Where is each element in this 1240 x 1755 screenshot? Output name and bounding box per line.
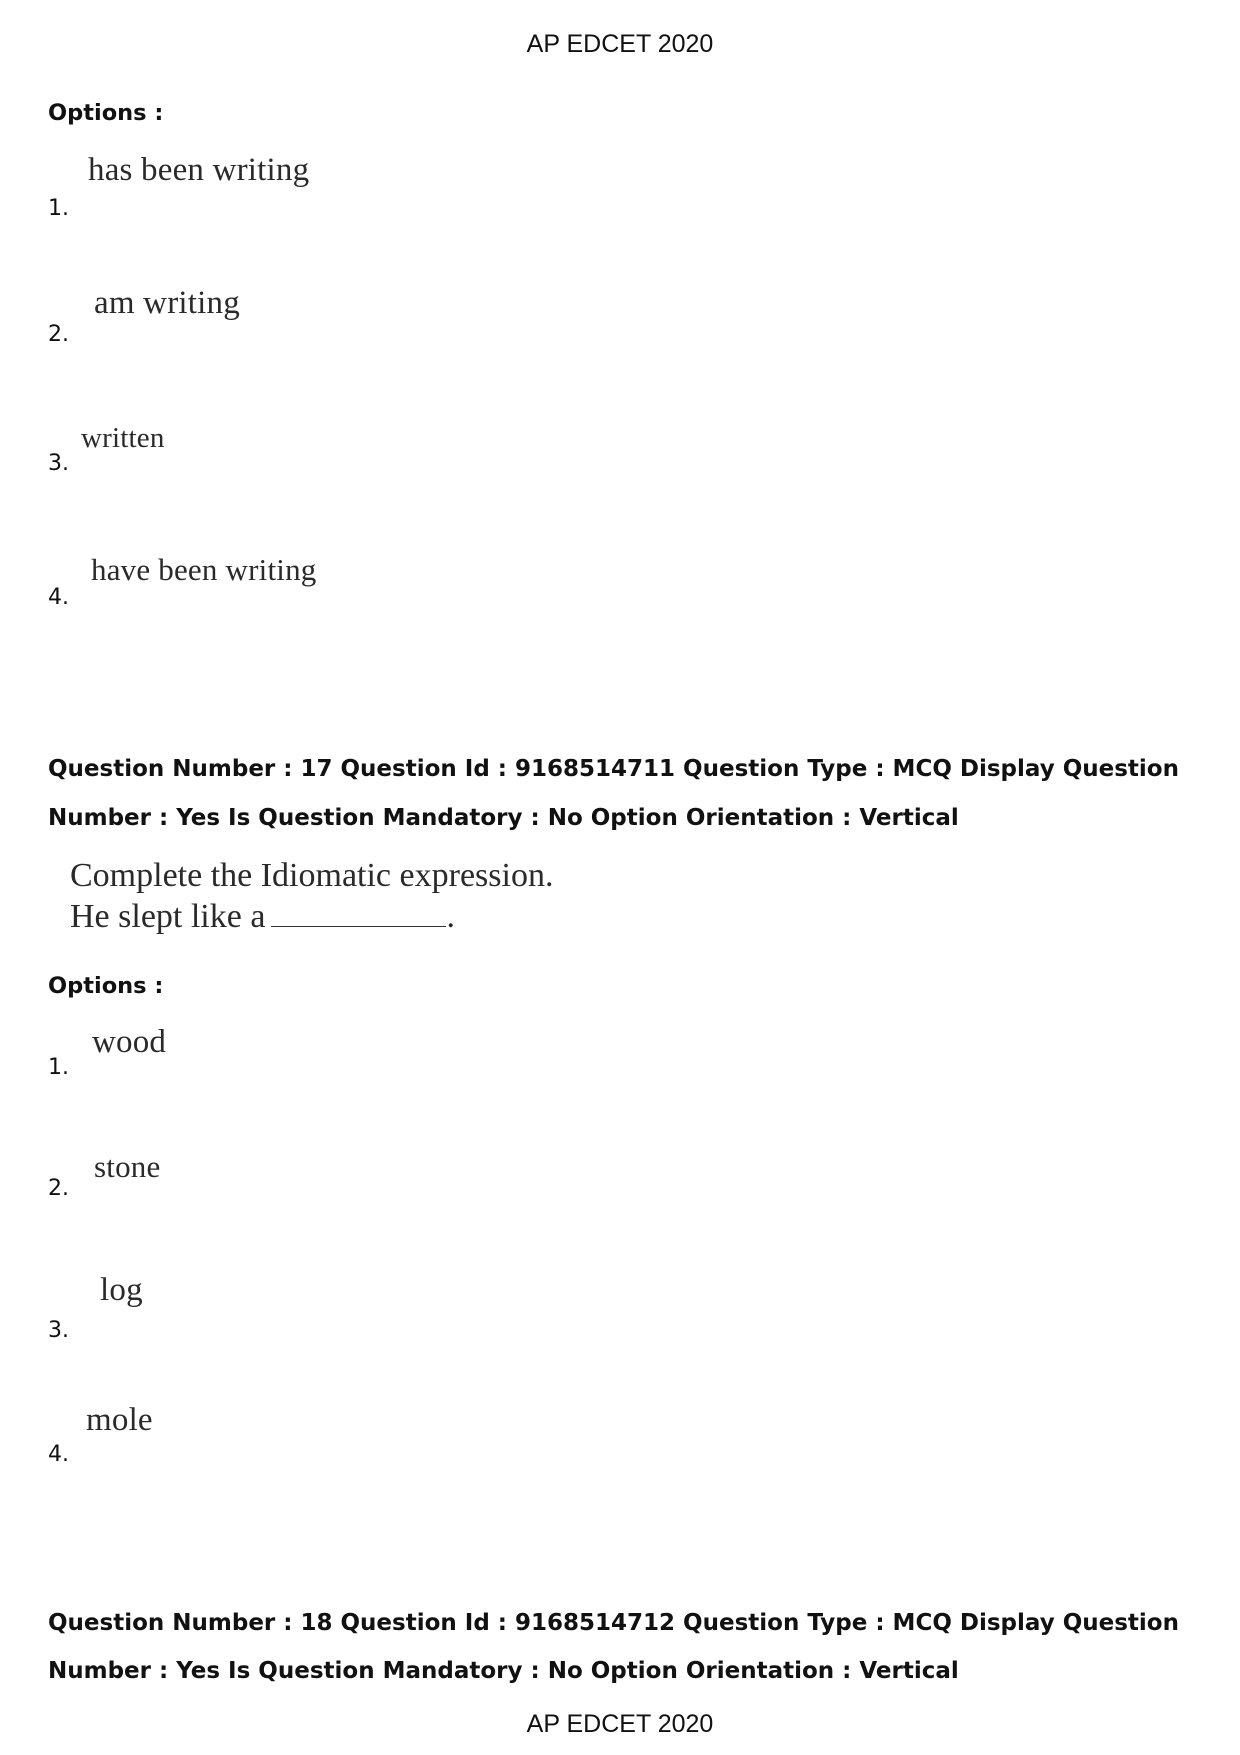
option-number: 3. [48, 1318, 69, 1343]
option-number: 2. [48, 1176, 69, 1201]
answer-blank [271, 896, 446, 927]
option-text: have been writing [91, 552, 317, 587]
question-meta: Number : Yes Is Question Mandatory : No Option Orientation : Vertical [48, 805, 959, 831]
option-text: has been writing [88, 152, 310, 188]
options-label: Options : [48, 973, 164, 999]
option-number: 1. [48, 196, 69, 221]
option-text: wood [92, 1024, 167, 1060]
question-meta: Question Number : 17 Question Id : 9168514711 Question Type : MCQ Display Question [48, 756, 1179, 782]
question-text-line: Complete the Idiomatic expression. [70, 857, 554, 894]
option-text: am writing [94, 285, 240, 321]
option-number: 1. [48, 1055, 69, 1080]
question-stem: He slept like a [70, 898, 266, 935]
option-text: written [81, 422, 165, 454]
option-number: 4. [48, 585, 69, 610]
option-text: stone [94, 1149, 161, 1184]
page-footer: AP EDCET 2020 [526, 1710, 714, 1738]
question-end-punct: . [446, 898, 455, 935]
option-text: log [100, 1272, 143, 1308]
question-meta: Question Number : 18 Question Id : 9168514712 Question Type : MCQ Display Question [48, 1610, 1179, 1636]
option-number: 4. [48, 1442, 69, 1467]
option-text: mole [86, 1402, 153, 1438]
question-meta: Number : Yes Is Question Mandatory : No Option Orientation : Vertical [48, 1658, 959, 1684]
page-header: AP EDCET 2020 [526, 30, 714, 58]
option-number: 3. [48, 451, 69, 476]
option-number: 2. [48, 322, 69, 347]
question-text-line [70, 896, 455, 937]
options-label: Options : [48, 100, 164, 126]
